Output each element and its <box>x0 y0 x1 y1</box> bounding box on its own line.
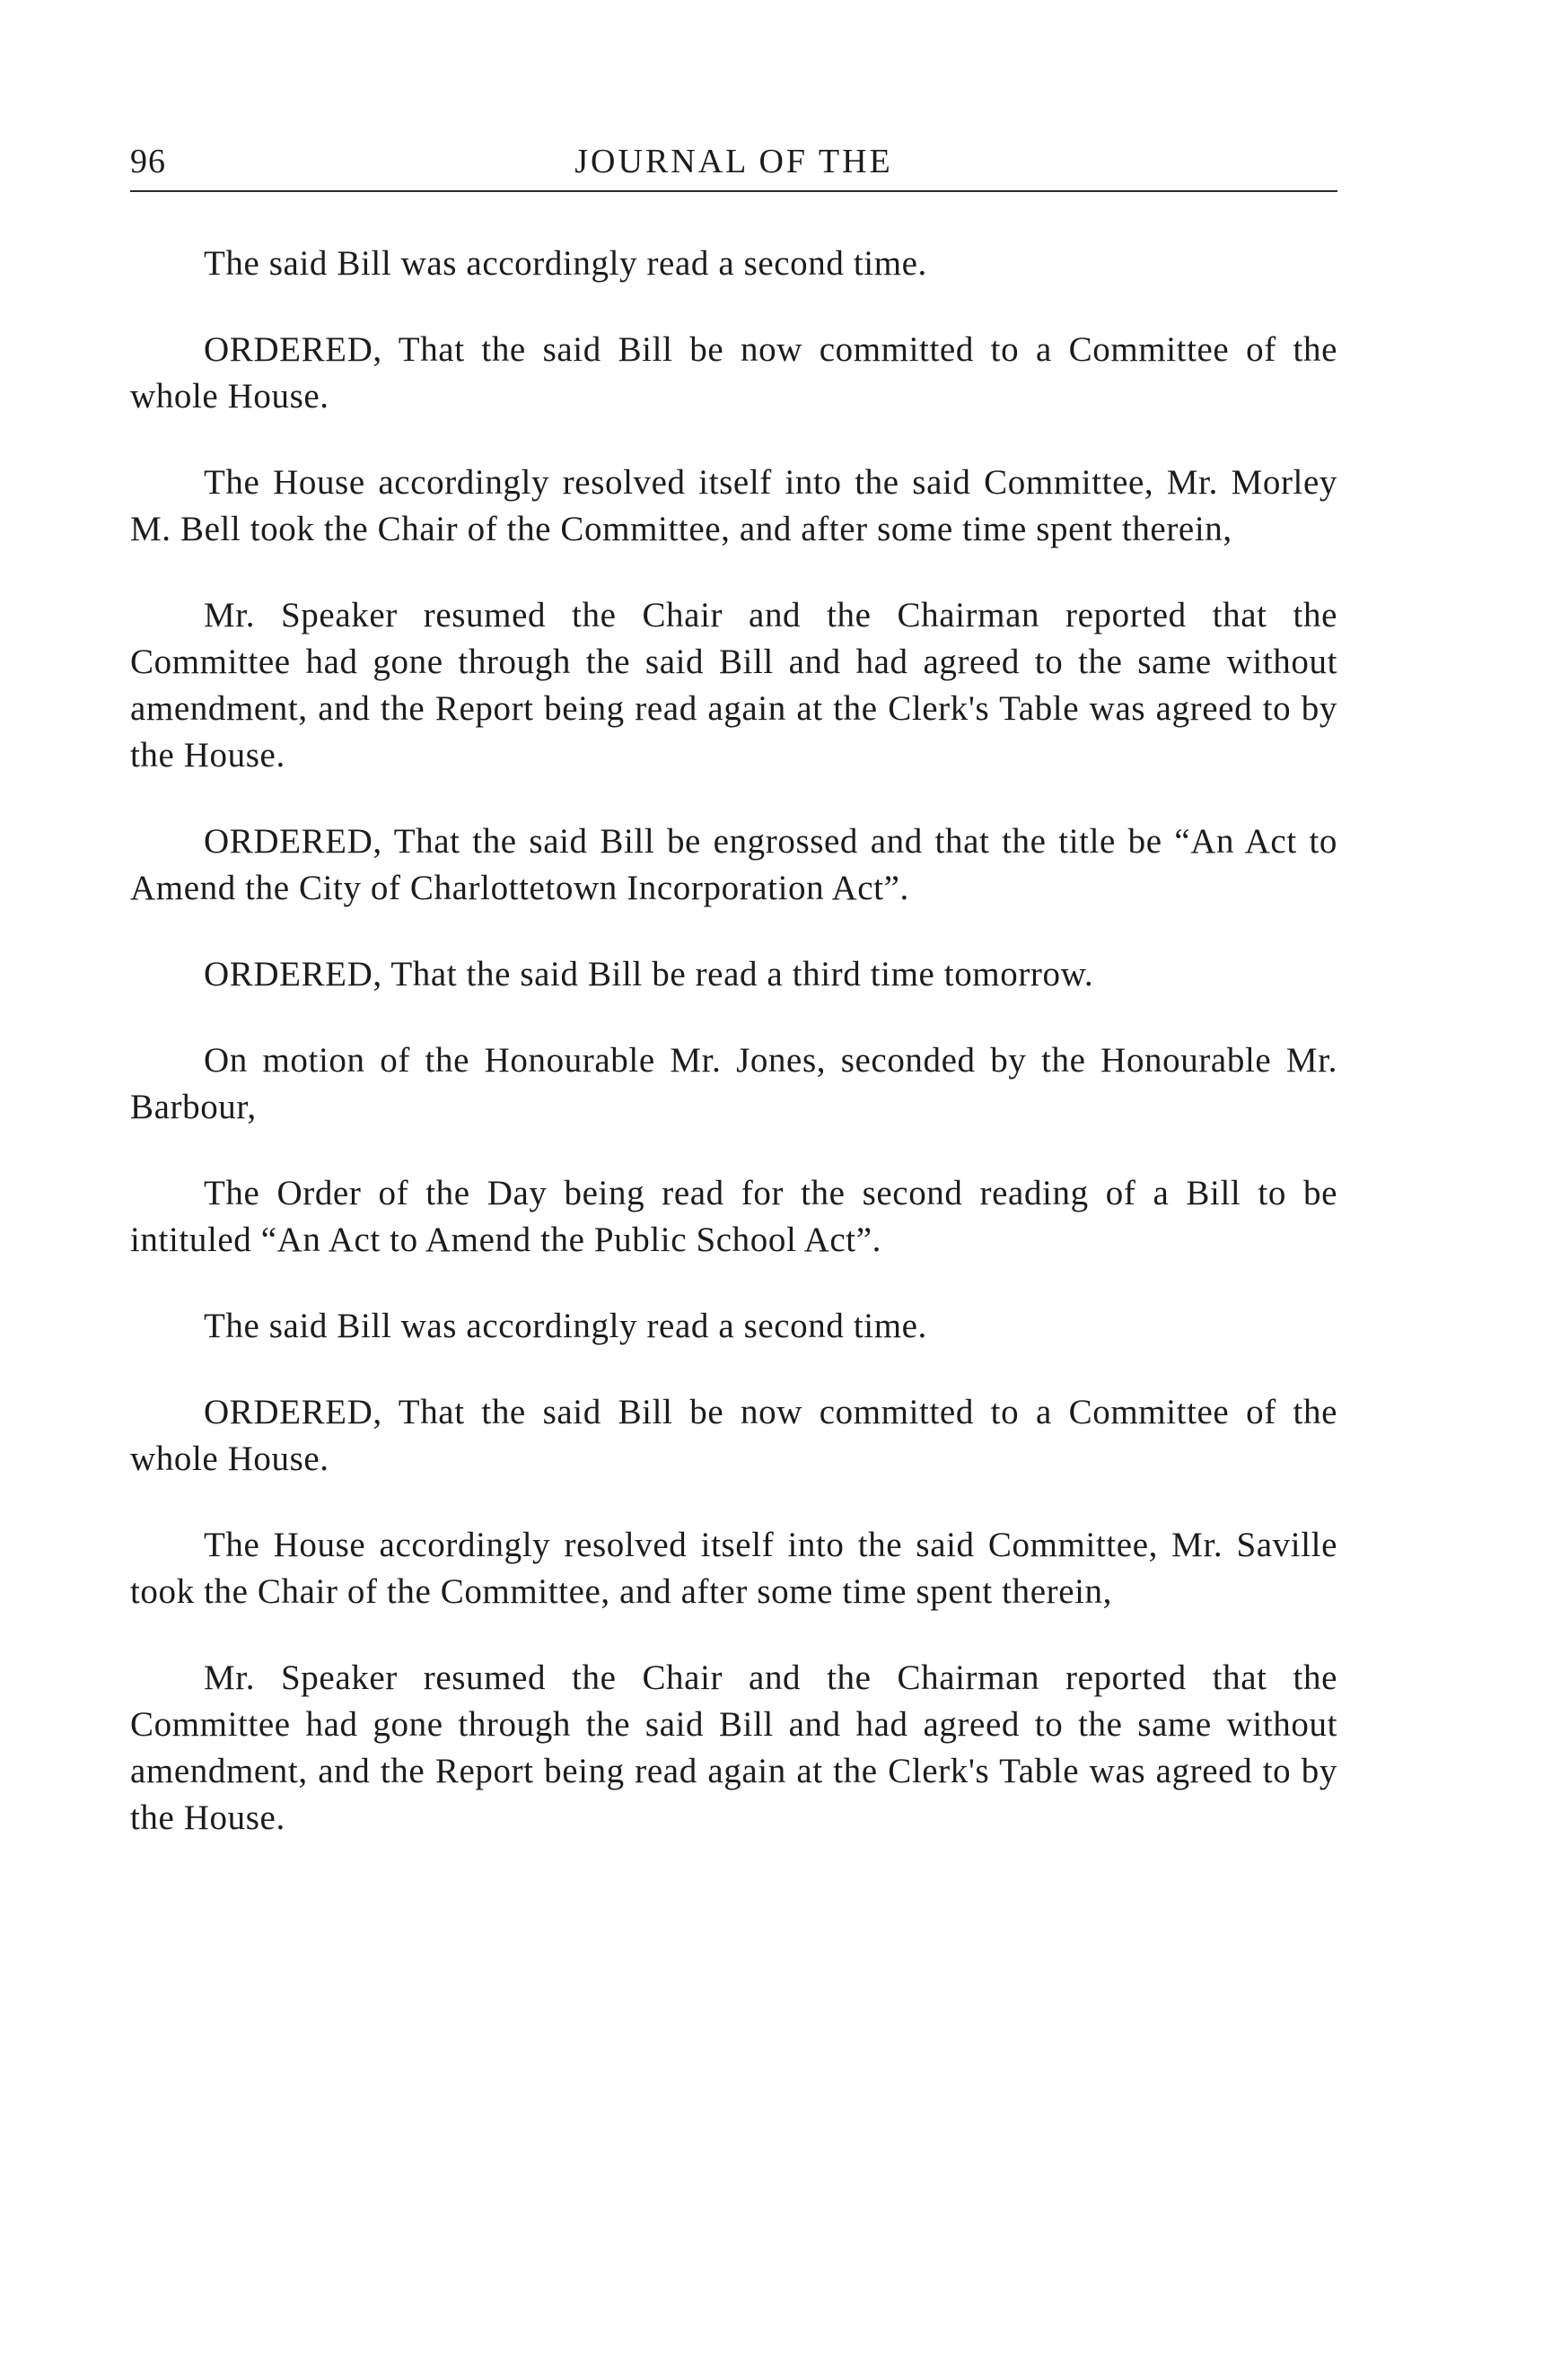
paragraph-second-reading-2: The said Bill was accordingly read a second time. <box>204 1307 927 1345</box>
paragraph-speaker-resumed: Mr. Speaker resumed the Chair and the Chairman reported that the Committee had gone through the said Bill and had agreed to the same without amendment, and the Report being read again at the Clerk's Table was agreed to by the House. <box>130 596 1337 774</box>
paragraph-order-of-day: The Order of the Day being read for the second reading of a Bill to be intituled “An Act to Amend the Public School Act”. <box>130 1174 1337 1259</box>
paragraph-speaker-resumed-2: Mr. Speaker resumed the Chair and the Chairman reported that the Committee had gone through the said Bill and had agreed to the same without amendment, and the Report being read again at the Clerk's Table was agreed to by the House. <box>130 1658 1337 1837</box>
paragraph-ordered-committed: ORDERED, That the said Bill be now committed to a Committee of the whole House. <box>130 330 1337 416</box>
paragraph-motion: On motion of the Honourable Mr. Jones, seconded by the Honourable Mr. Barbour, <box>130 1041 1337 1126</box>
paragraph-house-resolved-2: The House accordingly resolved itself into the said Committee, Mr. Saville took the Chair of the Committee, and after some time spent therein, <box>130 1526 1337 1611</box>
running-head <box>130 136 1337 190</box>
page-number: 96 <box>130 143 166 180</box>
header-rule <box>130 190 1337 192</box>
paragraph-second-reading: The said Bill was accordingly read a second time. <box>204 244 927 283</box>
journal-title: JOURNAL OF THE <box>574 143 893 180</box>
paragraph-ordered-third-reading: ORDERED, That the said Bill be read a third time tomorrow. <box>204 955 1094 993</box>
paragraph-ordered-committed-2: ORDERED, That the said Bill be now committed to a Committee of the whole House. <box>130 1393 1337 1478</box>
journal-body <box>130 241 1337 1881</box>
paragraph-ordered-engrossed: ORDERED, That the said Bill be engrossed and that the title be “An Act to Amend the City of Charlottetown Incorporation Act”. <box>130 822 1337 907</box>
paragraph-house-resolved: The House accordingly resolved itself into the said Committee, Mr. Morley M. Bell took the Chair of the Committee, and after some time spent therein, <box>130 463 1337 548</box>
